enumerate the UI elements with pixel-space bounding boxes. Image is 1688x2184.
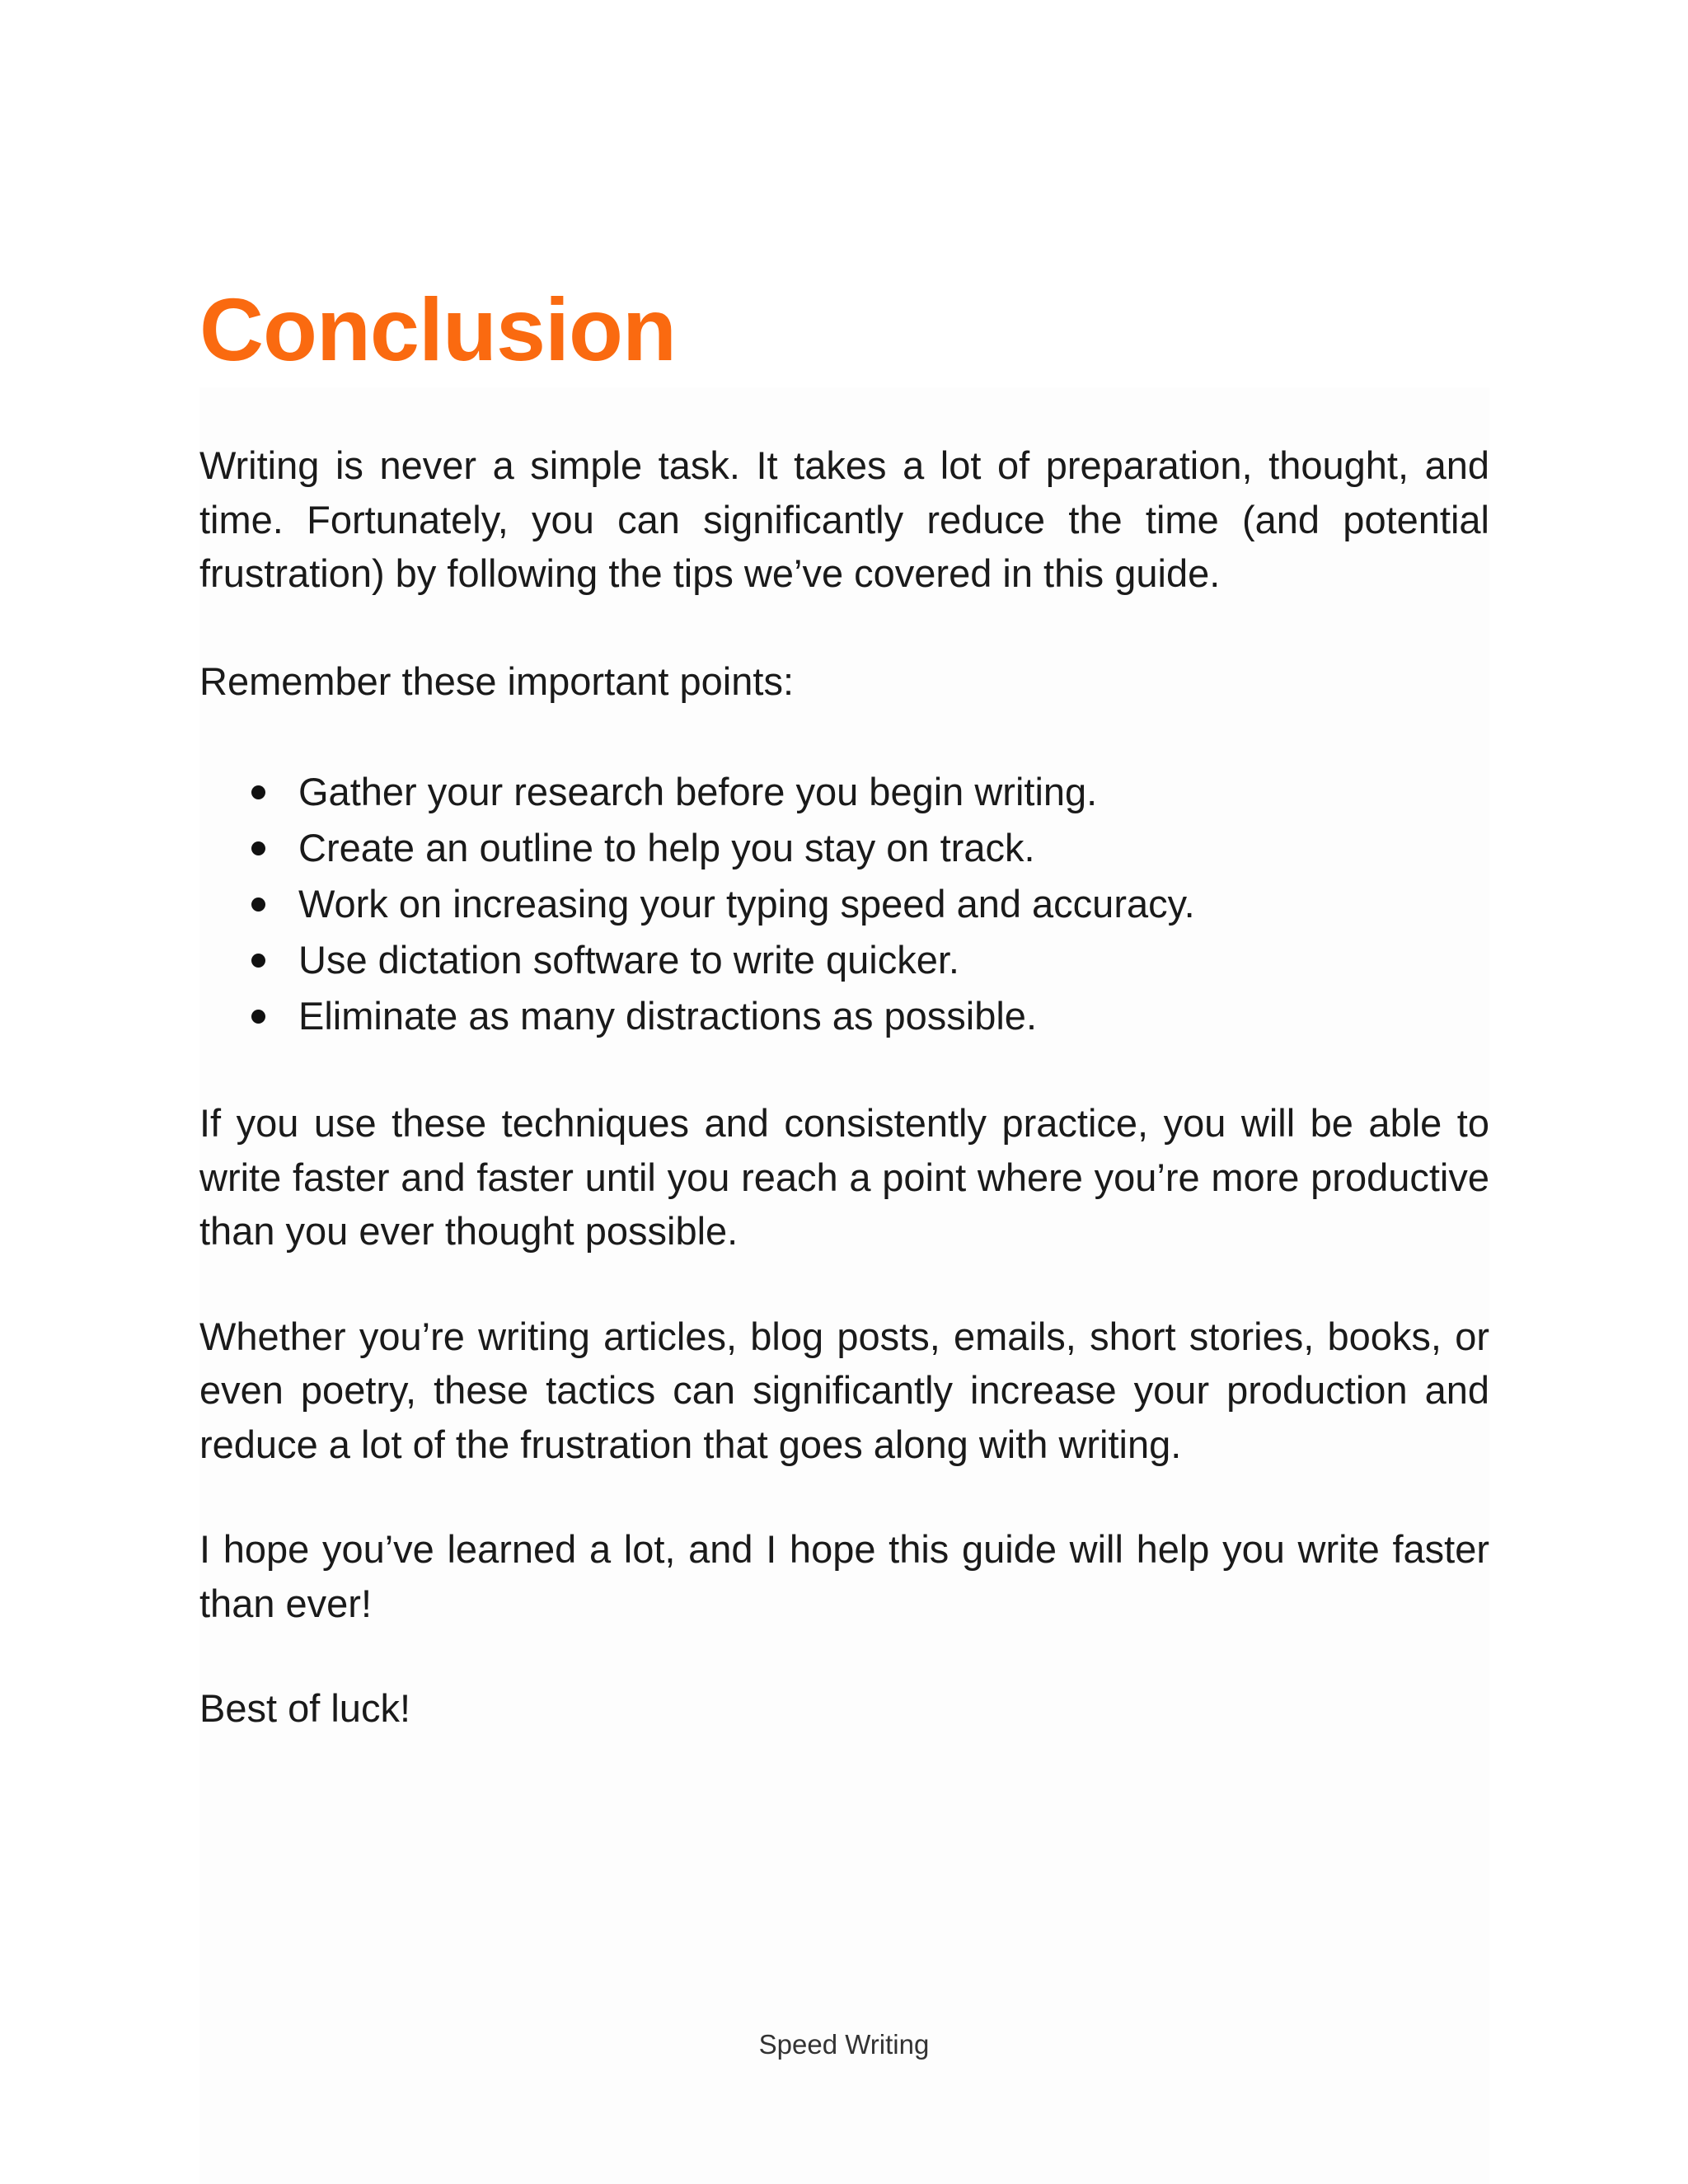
hope-paragraph: I hope you’ve learned a lot, and I hope this guide will help you write faster than ever!	[199, 1527, 1489, 1625]
list-item	[199, 932, 1489, 988]
whether-paragraph: Whether you’re writing articles, blog posts, emails, short stories, books, or even poetry, these tactics can significantly increase your production and reduce a lot of the frustration that goes along with writing.	[199, 1314, 1489, 1466]
page-footer: Speed Writing	[758, 2029, 930, 2060]
list-item	[199, 820, 1489, 876]
list-item	[199, 764, 1489, 820]
list-item-text: Gather your research before you begin writing.	[298, 770, 1098, 813]
bullet-icon	[251, 954, 265, 968]
page-content	[199, 272, 1489, 1736]
page-title: Conclusion	[199, 279, 676, 379]
list-item	[199, 876, 1489, 932]
practice-paragraph: If you use these techniques and consistently practice, you will be able to write faster and faster until you reach a point where you’re more productive than you ever thought possible.	[199, 1101, 1489, 1253]
list-item-text: Use dictation software to write quicker.	[298, 938, 959, 982]
list-item-text: Eliminate as many distractions as possible.	[298, 994, 1038, 1038]
bullet-icon	[251, 841, 265, 855]
bullet-icon	[251, 1010, 265, 1024]
list-item	[199, 988, 1489, 1044]
bullet-icon	[251, 785, 265, 799]
list-item-text: Create an outline to help you stay on track.	[298, 826, 1035, 869]
list-item-text: Work on increasing your typing speed and accuracy.	[298, 882, 1195, 926]
bullet-icon	[251, 898, 265, 912]
key-points-list	[199, 764, 1489, 1044]
remember-paragraph: Remember these important points:	[199, 658, 794, 703]
intro-paragraph: Writing is never a simple task. It takes a lot of preparation, thought, and time. Fortunately, you can significantly reduce the time (and potential frustration) by following the tips we’ve covered in this guide.	[199, 443, 1489, 595]
closing-paragraph: Best of luck!	[199, 1686, 410, 1730]
